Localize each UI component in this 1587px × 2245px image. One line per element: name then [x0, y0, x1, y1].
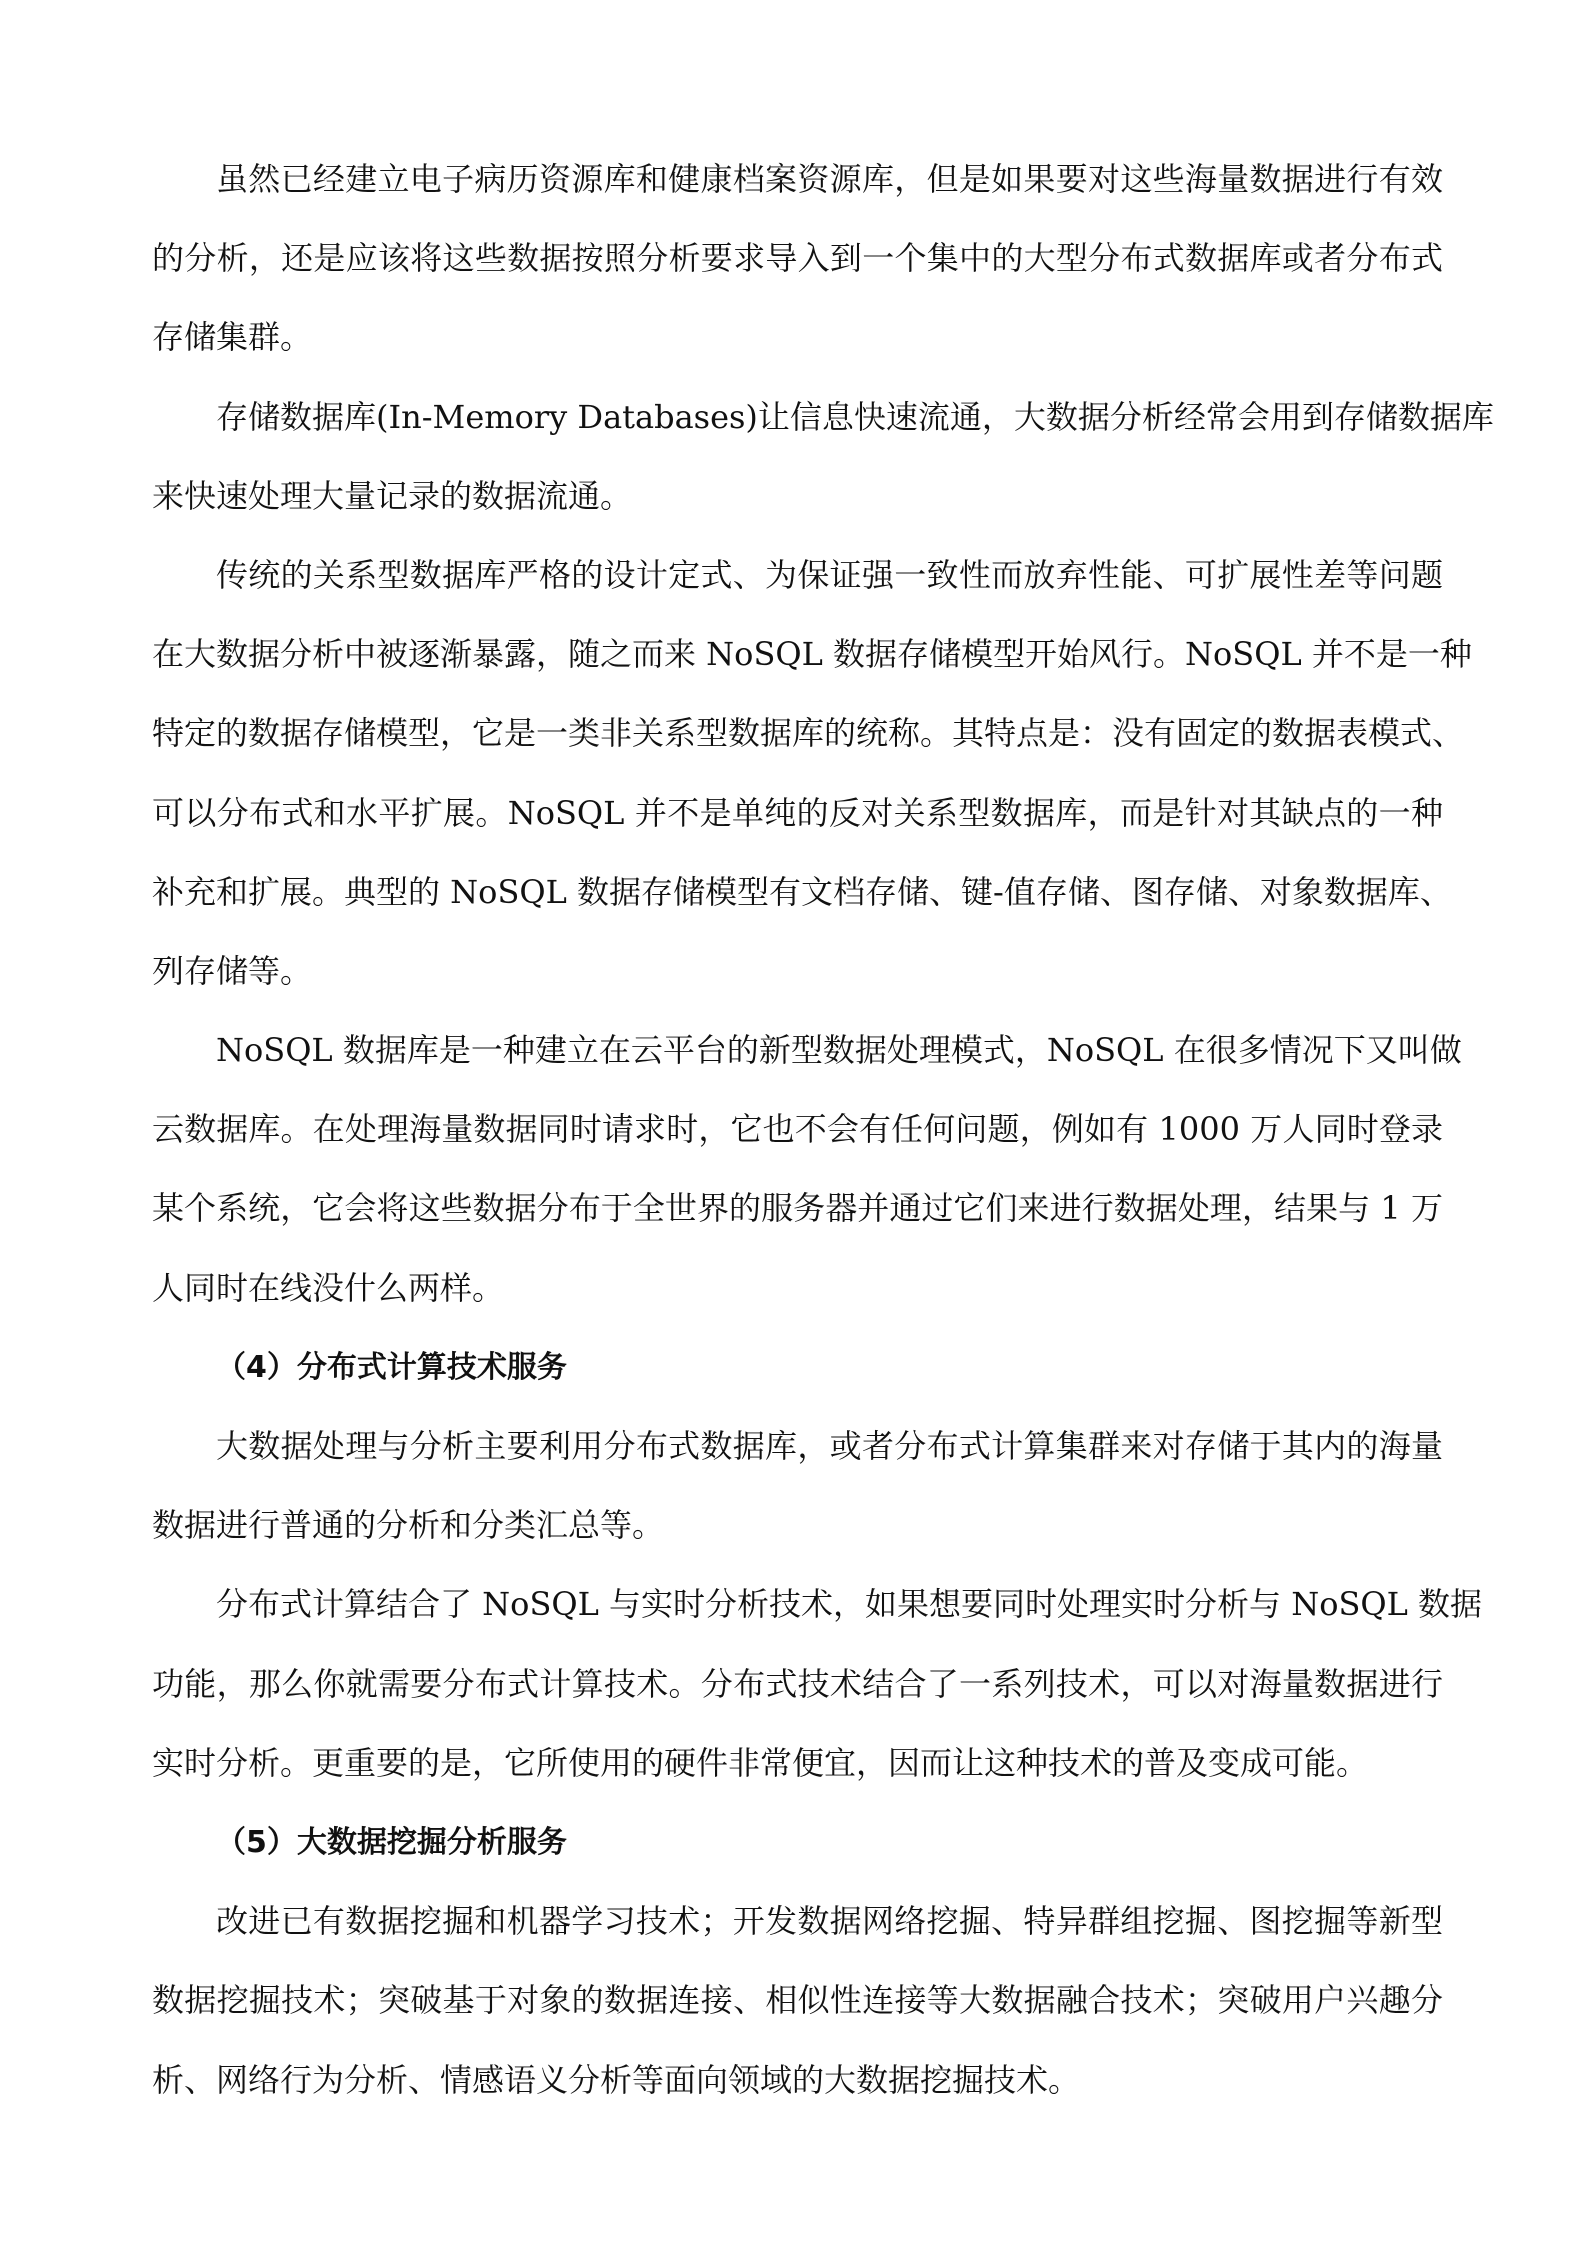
text-line: 某个系统，它会将这些数据分布于全世界的服务器并通过它们来进行数据处理，结果与 1 万 — [152, 1189, 1443, 1228]
paragraph — [152, 1407, 1443, 1565]
text-line: （4）分布式计算技术服务 — [216, 1349, 567, 1385]
paragraph — [152, 1011, 1462, 1328]
text-line: 数据挖掘技术；突破基于对象的数据连接、相似性连接等大数据融合技术；突破用户兴趣分 — [152, 1981, 1443, 2020]
text-line: 分布式计算结合了 NoSQL 与实时分析技术，如果想要同时处理实时分析与 NoSQL 数据 — [216, 1585, 1483, 1624]
text-line: 传统的关系型数据库严格的设计定式、为保证强一致性而放弃性能、可扩展性差等问题 — [216, 555, 1443, 594]
text-line: （5）大数据挖掘分析服务 — [216, 1824, 567, 1860]
document-body — [152, 140, 1494, 2120]
paragraph — [152, 140, 1443, 378]
text-line: 存储数据库(In-Memory Databases)让信息快速流通，大数据分析经常会用到存储数据库 — [216, 397, 1494, 436]
section-heading — [152, 1803, 1443, 1882]
paragraph — [152, 378, 1494, 536]
text-line: 实时分析。更重要的是，它所使用的硬件非常便宜，因而让这种技术的普及变成可能。 — [152, 1743, 1369, 1782]
paragraph — [152, 1882, 1443, 2120]
text-line: NoSQL 数据库是一种建立在云平台的新型数据处理模式，NoSQL 在很多情况下又叫做 — [216, 1031, 1462, 1070]
text-line: 存储集群。 — [152, 318, 313, 357]
text-line: 特定的数据存储模型，它是一类非关系型数据库的统称。其特点是：没有固定的数据表模式、 — [152, 714, 1465, 753]
paragraph — [152, 1565, 1483, 1803]
text-line: 改进已有数据挖掘和机器学习技术；开发数据网络挖掘、特异群组挖掘、图挖掘等新型 — [216, 1902, 1443, 1941]
text-line: 可以分布式和水平扩展。NoSQL 并不是单纯的反对关系型数据库，而是针对其缺点的一种 — [152, 793, 1443, 832]
text-line: 在大数据分析中被逐渐暴露，随之而来 NoSQL 数据存储模型开始风行。NoSQL 并不是一种 — [152, 635, 1472, 674]
section-heading — [152, 1328, 1443, 1407]
text-line: 的分析，还是应该将这些数据按照分析要求导入到一个集中的大型分布式数据库或者分布式 — [152, 239, 1443, 278]
text-line: 数据进行普通的分析和分类汇总等。 — [152, 1506, 665, 1545]
text-line: 大数据处理与分析主要利用分布式数据库，或者分布式计算集群来对存储于其内的海量 — [216, 1427, 1443, 1465]
text-line: 列存储等。 — [152, 951, 313, 990]
text-line: 虽然已经建立电子病历资源库和健康档案资源库，但是如果要对这些海量数据进行有效 — [216, 160, 1443, 198]
text-line: 来快速处理大量记录的数据流通。 — [152, 476, 633, 515]
text-line: 补充和扩展。典型的 NoSQL 数据存储模型有文档存储、键-值存储、图存储、对象数据库、 — [152, 872, 1452, 911]
text-line: 云数据库。在处理海量数据同时请求时，它也不会有任何问题，例如有 1000 万人同时登录 — [152, 1110, 1443, 1149]
text-line: 人同时在线没什么两样。 — [152, 1268, 505, 1307]
text-line: 功能，那么你就需要分布式计算技术。分布式技术结合了一系列技术，可以对海量数据进行 — [152, 1664, 1443, 1703]
paragraph — [152, 536, 1472, 1011]
text-line: 析、网络行为分析、情感语义分析等面向领域的大数据挖掘技术。 — [152, 2060, 1081, 2099]
